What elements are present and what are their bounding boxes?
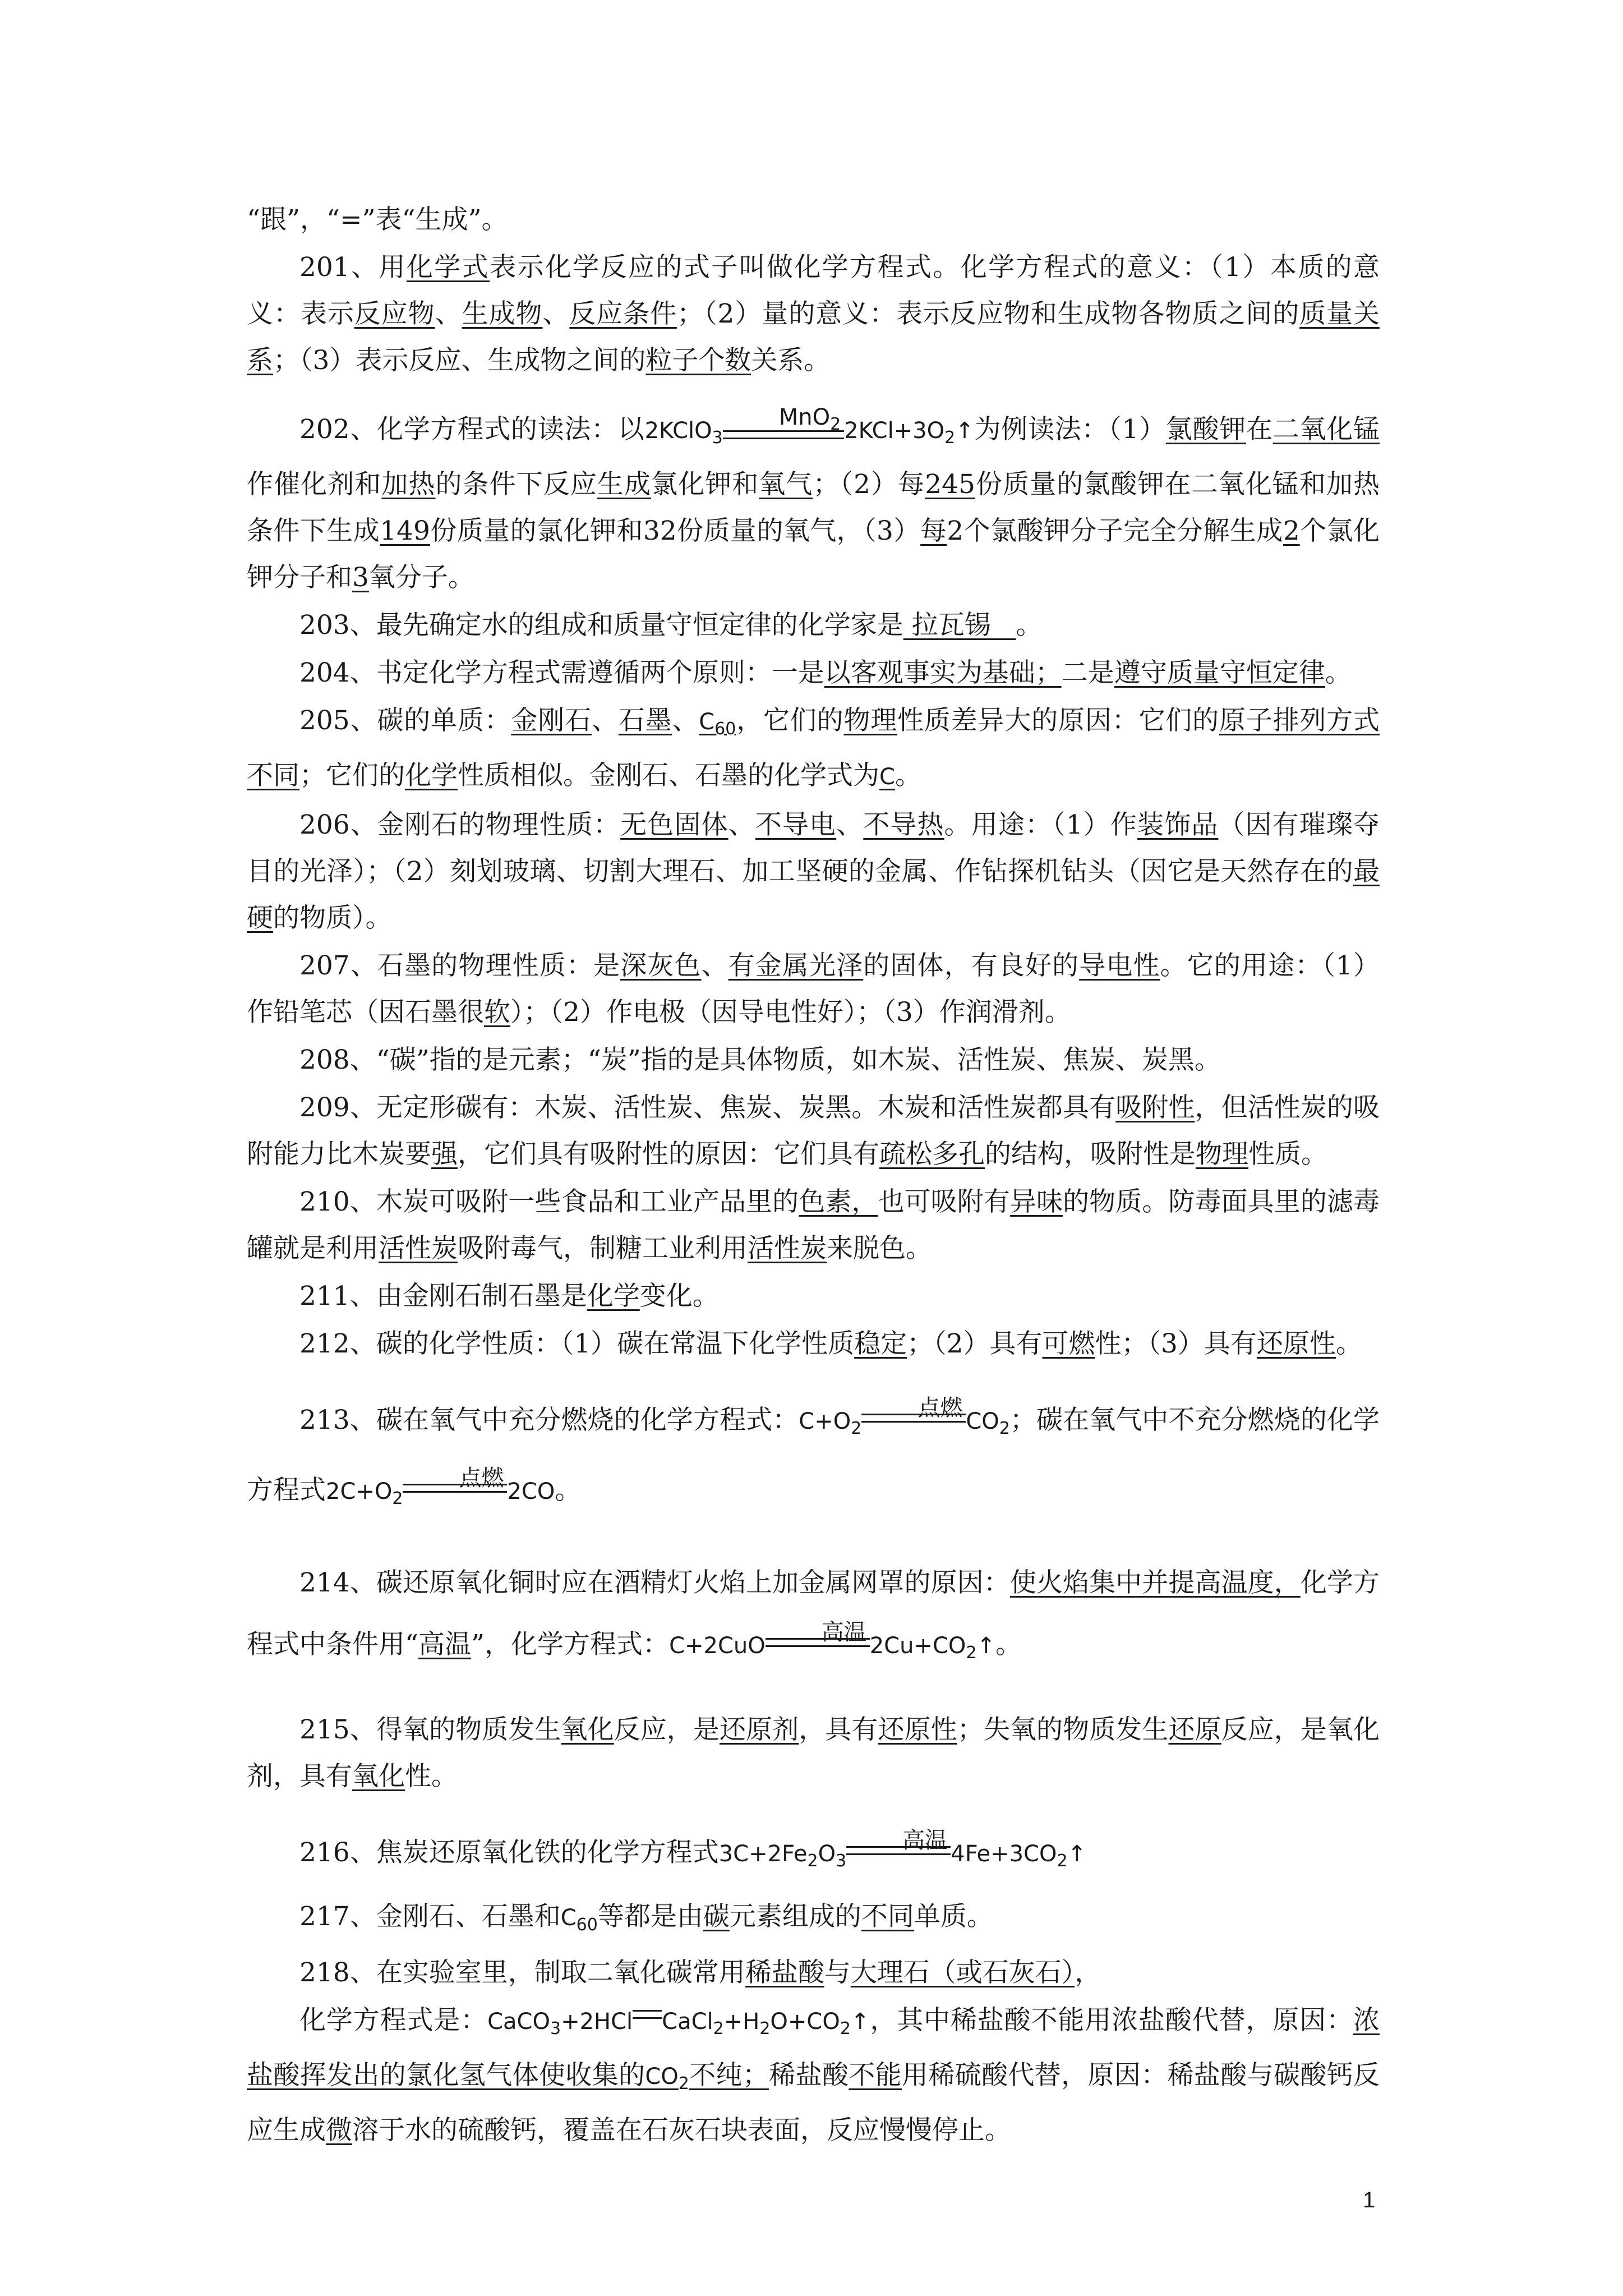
answer-blank: 生成	[597, 469, 652, 500]
text: ，具有	[799, 1714, 878, 1745]
reaction-condition: 点燃	[403, 1480, 507, 1503]
answer-blank: 强	[431, 1139, 458, 1170]
text: 作催化剂和	[247, 469, 382, 500]
paragraph-217	[247, 1893, 1380, 1948]
text: 。	[1016, 610, 1043, 641]
document-page	[247, 196, 1380, 2155]
text: 化学方程式中条件用“	[247, 1567, 1380, 1660]
answer-blank: 吸附性	[1115, 1092, 1195, 1123]
paragraph-207	[247, 942, 1380, 1036]
answer-blank: 使火焰集中并提高温度，	[1009, 1567, 1301, 1598]
text: 反应，是氧化剂，具有	[247, 1714, 1380, 1792]
text: 性质差异大的原因：它们的	[897, 705, 1219, 736]
text: 的物质）。	[273, 903, 392, 933]
text: 、	[542, 298, 570, 329]
text: 209、无定形碳有：木炭、活性炭、焦炭、炭黑。木炭和活性炭都具有	[299, 1092, 1116, 1123]
answer-blank: 疏松多孔	[879, 1139, 985, 1170]
answer-blank: 氯酸钾	[1165, 414, 1247, 445]
text: 表示化学反应的式子叫做化学方程式。化学方程式的意义：（1）本质的意义：表示	[247, 252, 1380, 329]
text: 。它的用途：（1）作铅笔芯（因石墨很	[247, 950, 1380, 1028]
equals-sign	[723, 430, 844, 439]
answer-blank: 高温	[418, 1629, 472, 1660]
answer-blank: 活性炭	[379, 1233, 458, 1264]
text: 元素组成的	[729, 1901, 861, 1932]
equals-sign	[861, 1414, 966, 1423]
answer-blank: 软	[484, 997, 510, 1028]
text: 吸附毒气，制糖工业利用	[458, 1233, 748, 1264]
text: 性质。	[1248, 1139, 1327, 1170]
text: ”，化学方程式：	[471, 1629, 670, 1660]
text: ，其中稀盐酸不能用浓盐酸代替，原因：	[869, 2005, 1354, 2036]
answer-blank: 氧化	[561, 1714, 614, 1745]
text: 来脱色。	[827, 1233, 932, 1264]
text: 、	[701, 950, 728, 981]
text: 用稀硫酸代替，原因：稀盐酸与碳酸钙反应生成	[247, 2060, 1380, 2146]
text: 的结构，吸附性是	[985, 1139, 1196, 1170]
text: 个氯化钾分子和	[247, 516, 1380, 593]
answer-blank: 还原性	[1256, 1328, 1336, 1359]
answer-blank: 生成物	[462, 298, 543, 329]
text: 。	[895, 760, 921, 791]
text: 。用途：（1）作	[944, 809, 1137, 840]
paragraph-203	[247, 602, 1380, 648]
text: ，它们具有吸附性的原因：它们具有	[458, 1139, 879, 1170]
paragraph-201	[247, 244, 1380, 384]
text: ，但活性炭的吸附能力比木炭要	[247, 1092, 1380, 1170]
answer-blank: 2	[1283, 516, 1300, 546]
paragraph-208	[247, 1037, 1380, 1083]
answer-blank: 物理	[1196, 1139, 1248, 1170]
text: ，它们的	[736, 705, 844, 736]
text: 溶于水的硫酸钙，覆盖在石灰石块表面，反应慢慢停止。	[352, 2115, 1011, 2146]
answer-blank: 反应条件	[569, 298, 677, 329]
text: 216、焦炭还原氧化铁的化学方程式	[299, 1837, 719, 1868]
paragraph-202	[247, 406, 1380, 601]
text: 205、碳的单质：	[299, 705, 511, 736]
text: ）；（2）作电极（因导电性好）；（3）作润滑剂。	[510, 997, 1071, 1028]
text: 213、碳在氧气中充分燃烧的化学方程式：	[299, 1405, 799, 1435]
answer-blank: 微	[326, 2115, 352, 2146]
text: 2个氯酸钾分子完全分解生成	[947, 516, 1283, 546]
text: 208、“碳”指的是元素；“炭”指的是具体物质，如木炭、活性炭、焦炭、炭黑。	[299, 1045, 1221, 1075]
text: 201、用	[299, 252, 407, 283]
text: 、	[672, 705, 699, 736]
paragraph-218-equation	[247, 1997, 1380, 2154]
answer-blank: 149	[380, 516, 430, 546]
answer-blank: 异味	[1009, 1186, 1063, 1217]
text: 单质。	[914, 1901, 993, 1932]
text: 。	[1325, 657, 1352, 688]
text: 215、得氧的物质发生	[299, 1714, 561, 1745]
answer-blank: 不能	[849, 2060, 902, 2091]
text: 的物质。防毒面具里的滤毒罐就是利用	[247, 1186, 1380, 1264]
answer-blank: 氧化	[352, 1761, 405, 1792]
paragraph-216	[247, 1822, 1380, 1892]
text: ；（2）每	[813, 469, 925, 500]
equals-sign	[633, 2010, 662, 2019]
equation: C+2CuO 高温 $2Cu+CO_2↑$	[669, 1619, 996, 1663]
text: （因有璀璨夺目的光泽）；（2）刻划玻璃、切割大理石、加工坚硬的金属、作钻探机钻头（因它是天然存在的	[247, 809, 1380, 887]
text: 202、化学方程式的读法：以	[299, 414, 645, 445]
answer-blank: 浓盐酸挥发出的氯化氢气体使收集的$CO_2$不纯；	[247, 2005, 1380, 2093]
equation: 2KClO$_3$ MnO$_2$ $2KCl+3O_2↑$	[645, 418, 974, 444]
answer-blank: 可燃	[1042, 1328, 1095, 1359]
answer-blank: 色素，	[799, 1186, 878, 1217]
text: 性；（3）具有	[1095, 1328, 1257, 1359]
answer-blank: 原子排列方式不同	[247, 705, 1380, 791]
answer-blank: 每	[920, 516, 947, 546]
answer-blank: 质量关系	[247, 298, 1380, 376]
answer-blank: 拉瓦锡	[903, 610, 1016, 641]
text: 在	[1246, 414, 1273, 445]
reaction-condition: 点燃	[861, 1410, 966, 1433]
text: ，	[1075, 1957, 1101, 1988]
answer-blank: 稳定	[854, 1328, 907, 1359]
answer-blank: 碳	[703, 1901, 730, 1932]
answer-blank: 不导电	[755, 809, 837, 840]
equation: $3C+2Fe_2O_3$ 高温 $4Fe+3CO_2↑$	[718, 1828, 1087, 1871]
text: 、	[591, 705, 619, 736]
answer-blank: 还原	[1168, 1714, 1221, 1745]
text: 、	[836, 809, 864, 840]
gas-arrow-icon: ↑	[850, 2009, 870, 2035]
paragraph-212	[247, 1320, 1380, 1367]
answer-blank: 二氧化锰	[1272, 414, 1380, 445]
answer-blank: 石墨	[618, 705, 672, 736]
text: 204、书定化学方程式需遵循两个原则：一是	[299, 657, 824, 688]
paragraph-211	[247, 1273, 1380, 1319]
answer-blank: 化学式	[406, 252, 490, 283]
text: ；（2）具有	[907, 1328, 1043, 1359]
text: 反应，是	[614, 1714, 720, 1745]
reaction-condition: 高温	[846, 1843, 951, 1865]
text: “跟”，“=”表“生成”。	[247, 204, 508, 235]
answer-blank: 反应物	[354, 298, 435, 329]
answer-blank: 加热	[381, 469, 436, 500]
answer-blank: 物理	[843, 705, 898, 736]
answer-blank: 还原性	[878, 1714, 957, 1745]
paragraph-218	[247, 1949, 1380, 1996]
reaction-condition: MnO$_2$	[723, 420, 844, 449]
text: 为例读法：（1）	[974, 414, 1166, 445]
equation: $C+O_2$ 点燃 $CO_2$	[799, 1395, 1010, 1438]
text: 氯化钾和	[651, 469, 759, 500]
text: 份质量的氯酸钾在二氧化锰和加热条件下生成	[247, 469, 1380, 546]
paragraph-213	[247, 1389, 1380, 1530]
text: ；（3）表示反应、生成物之间的	[273, 345, 646, 376]
text: 。	[995, 1629, 1022, 1660]
text: 211、由金刚石制石墨是	[299, 1281, 587, 1312]
answer-blank: 金刚石	[511, 705, 592, 736]
answer-blank: 稀盐酸	[745, 1957, 824, 1988]
answer-blank: 245	[925, 469, 975, 500]
answer-blank: 不同	[861, 1901, 914, 1932]
equals-sign	[403, 1484, 507, 1493]
text: 214、碳还原氧化铜时应在酒精灯火焰上加金属网罩的原因：	[299, 1567, 1010, 1598]
paragraph-206	[247, 802, 1380, 941]
text: 、	[728, 809, 755, 840]
text: 二是	[1061, 657, 1114, 688]
answer-blank: 装饰品	[1137, 809, 1219, 840]
answer-blank: 不导热	[863, 809, 944, 840]
answer-blank: C	[879, 764, 895, 790]
text: 性质相似。金刚石、石墨的化学式为	[458, 760, 879, 791]
formula: $C_{60}$	[560, 1905, 598, 1935]
answer-blank: 化学	[405, 760, 458, 791]
answer-blank: 以客观事实为基础；	[824, 657, 1062, 688]
text: 218、在实验室里，制取二氧化碳常用	[299, 1957, 745, 1988]
text: 217、金刚石、石墨和	[299, 1901, 561, 1932]
text: 的条件下反应	[435, 469, 597, 500]
gas-arrow-icon: ↑	[1067, 1841, 1087, 1867]
answer-blank: 化学	[587, 1281, 640, 1312]
answer-blank: 3	[352, 562, 369, 593]
text: 化学方程式是：	[299, 2005, 488, 2036]
paragraph-200-tail	[247, 196, 1380, 243]
answer-blank: 遵守质量守恒定律	[1114, 657, 1325, 688]
reaction-condition: 高温	[766, 1635, 870, 1657]
text: ；碳在氧气中不充分燃烧的化学方程式	[247, 1405, 1380, 1506]
paragraph-209	[247, 1084, 1380, 1177]
text: ；它们的	[299, 760, 405, 791]
text: 等都是由	[597, 1901, 703, 1932]
equation: $2C+O_2$ 点燃 2CO	[326, 1465, 555, 1508]
answer-blank: 最硬	[247, 856, 1380, 933]
text: 212、碳的化学性质：（1）碳在常温下化学性质	[299, 1328, 855, 1359]
text: 关系。	[751, 345, 831, 376]
text: 氧分子。	[368, 562, 474, 593]
equals-sign	[846, 1846, 951, 1855]
paragraph-205	[247, 697, 1380, 800]
text: 也可吸附有	[878, 1186, 1010, 1217]
answer-blank: 深灰色	[620, 950, 702, 981]
text: 与	[824, 1957, 851, 1988]
equals-sign	[766, 1638, 870, 1647]
answer-blank: 导电性	[1079, 950, 1160, 981]
text: 变化。	[639, 1281, 719, 1312]
text: 203、最先确定水的组成和质量守恒定律的化学家是	[299, 610, 903, 641]
gas-arrow-icon: ↑	[976, 1633, 996, 1659]
paragraph-210	[247, 1179, 1380, 1272]
answer-blank: 还原剂	[719, 1714, 799, 1745]
page-number: 1	[1363, 2188, 1376, 2212]
text: 。	[1335, 1328, 1362, 1359]
answer-blank: 粒子个数	[645, 345, 751, 376]
answer-blank: 大理石（或石灰石）	[850, 1957, 1075, 1988]
text: ；失氧的物质发生	[957, 1714, 1169, 1745]
text: 210、木炭可吸附一些食品和工业产品里的	[299, 1186, 799, 1217]
text: 稀盐酸	[768, 2060, 849, 2091]
text: 份质量的氯化钾和32份质量的氧气，（3）	[430, 516, 920, 546]
answer-blank: $C_{60}$	[699, 709, 736, 739]
gas-arrow-icon: ↑	[955, 418, 974, 444]
text: 206、金刚石的物理性质：	[299, 809, 621, 840]
text: 。	[555, 1475, 582, 1506]
answer-blank: 氧气	[759, 469, 813, 500]
text: 207、石墨的物理性质：是	[299, 950, 621, 981]
text: 性。	[405, 1761, 458, 1792]
text: ；（2）量的意义：表示反应物和生成物各物质之间的	[677, 298, 1300, 329]
answer-blank: 有金属光泽	[728, 950, 864, 981]
answer-blank: 活性炭	[748, 1233, 827, 1264]
answer-blank: 无色固体	[620, 809, 728, 840]
equation: CaCO$_3$+2HCl $CaCl_2+H_2O+CO_2↑$	[487, 2009, 870, 2039]
text: 的固体，有良好的	[863, 950, 1080, 981]
paragraph-204	[247, 650, 1380, 696]
paragraph-214	[247, 1552, 1380, 1684]
paragraph-215	[247, 1706, 1380, 1800]
text: 、	[435, 298, 462, 329]
